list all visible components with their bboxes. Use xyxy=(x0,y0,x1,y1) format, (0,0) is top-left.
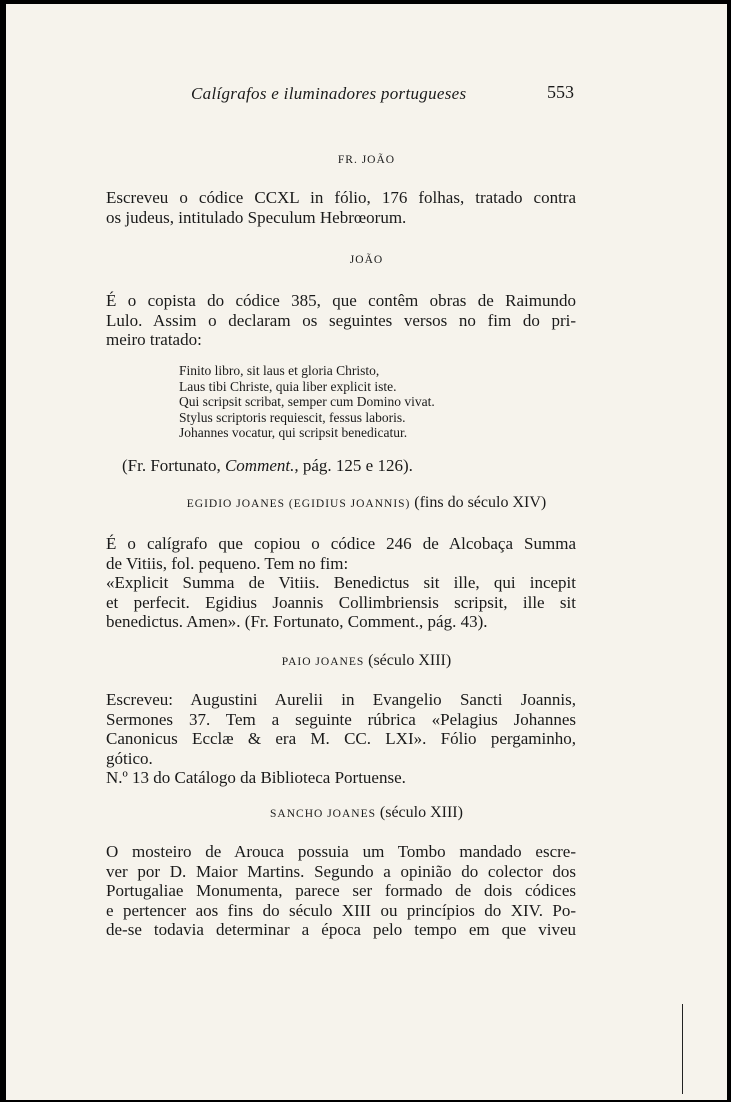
text-line: Escreveu: Augustini Aurelii in Evangelio Sancti Joannis, xyxy=(106,690,576,709)
verse-line: Stylus scriptoris requiescit, fessus laboris. xyxy=(179,409,406,425)
text-line: ver por D. Maior Martins. Segundo a opinião do colector dos xyxy=(106,861,576,881)
text-line: Lulo. Assim o declaram os seguintes versos no fim do pri- xyxy=(106,310,576,330)
heading-paio-date: (século XIII) xyxy=(368,652,452,669)
text-line: et perfecit. Egidius Joannis Collimbriensis scripsit, ille sit xyxy=(106,592,576,612)
text-line: meiro tratado: xyxy=(106,330,202,349)
text-line: gótico. xyxy=(106,748,153,768)
text-line: N.º 13 do Catálogo da Biblioteca Portuense. xyxy=(106,768,406,787)
heading-egidio xyxy=(6,494,727,512)
text-line: O mosteiro de Arouca possuia um Tombo mandado escre- xyxy=(106,842,576,861)
latin-verse xyxy=(179,363,509,441)
heading-joao: JOÃO xyxy=(349,254,384,266)
paragraph-fr-joao xyxy=(106,188,576,227)
text-line: de-se todavia determinar a época pelo tempo em que viveu xyxy=(106,920,576,939)
paragraph-joao xyxy=(106,291,576,350)
paragraph-sancho xyxy=(106,842,576,940)
verse-line: Laus tibi Christe, quia liber explicit iste. xyxy=(179,378,397,394)
text-line: Sermones 37. Tem a seguinte rúbrica «Pelagius Johannes xyxy=(106,709,576,729)
citation-prefix: (Fr. Fortunato, xyxy=(122,456,221,475)
heading-paio xyxy=(6,652,727,670)
page-edge-mark xyxy=(682,1004,723,1094)
heading-egidio-name: EGIDIO JOANES (EGIDIUS JOANNIS) xyxy=(186,498,411,510)
text-line: de Vitiis, fol. pequeno. Tem no fim: xyxy=(106,553,349,573)
citation-suffix: pág. 125 e 126). xyxy=(302,456,413,475)
text-line: Canonicus Ecclæ & era M. CC. LXI». Fólio pergaminho, xyxy=(106,729,576,748)
verse-line: Finito libro, sit laus et gloria Christo, xyxy=(179,363,380,378)
paragraph-egidio xyxy=(106,534,576,632)
heading-paio-name: PAIO JOANES xyxy=(281,656,365,668)
text-line: É o calígrafo que copiou o códice 246 de Alcobaça Summa xyxy=(106,534,576,553)
heading-sancho-date: (século XIII) xyxy=(379,804,463,821)
text-line: É o copista do códice 385, que contêm obras de Raimundo xyxy=(106,291,576,310)
book-page xyxy=(6,4,727,1100)
running-header-title: Calígrafos e iluminadores portugueses xyxy=(191,84,467,103)
text-line: benedictus. Amen». (Fr. Fortunato, Comment., pág. 43). xyxy=(106,612,488,631)
text-line: Portugaliae Monumenta, parece ser formado de dois códices xyxy=(106,881,576,900)
text-line: e pertencer aos fins do século XIII ou princípios do XIV. Po- xyxy=(106,900,576,920)
paragraph-paio xyxy=(106,690,576,788)
heading-fr-joao: FR. JOÃO xyxy=(337,154,396,166)
verse-line: Johannes vocatur, qui scripsit benedicatur. xyxy=(179,425,408,440)
citation-italic: Comment., xyxy=(224,456,299,475)
heading-egidio-date: (fins do século XIV) xyxy=(414,494,547,511)
text-line: «Explicit Summa de Vitiis. Benedictus sit ille, qui incepit xyxy=(106,573,576,592)
citation-joao xyxy=(122,456,413,476)
page-number: 553 xyxy=(547,82,574,102)
heading-sancho xyxy=(6,804,727,822)
verse-line: Qui scripsit scribat, semper cum Domino vivat. xyxy=(179,394,435,409)
text-line: Escreveu o códice CCXL in fólio, 176 folhas, tratado contra xyxy=(106,188,576,207)
heading-sancho-name: SANCHO JOANES xyxy=(270,808,377,820)
text-line: os judeus, intitulado Speculum Hebrœorum. xyxy=(106,207,407,227)
